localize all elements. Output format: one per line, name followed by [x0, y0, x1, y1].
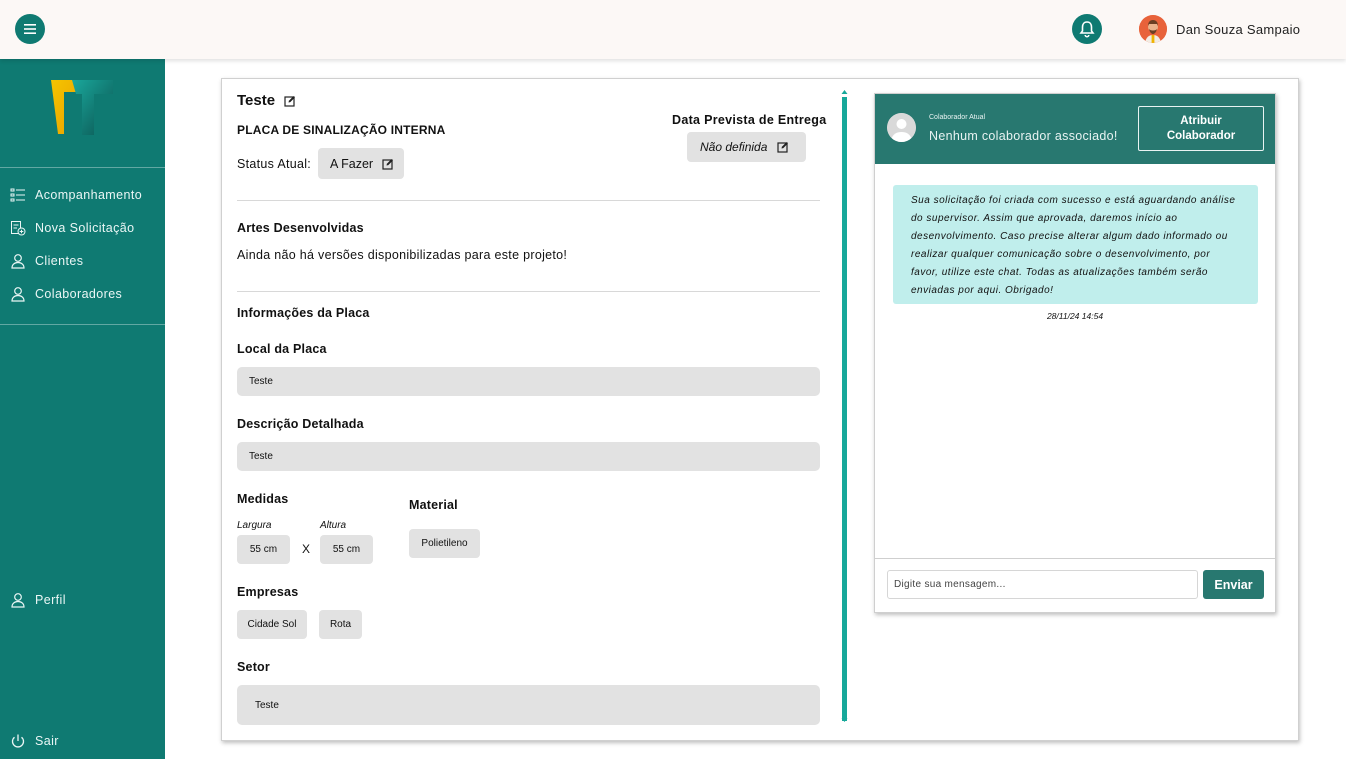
menu-icon [23, 23, 37, 35]
info-title: Informações da Placa [237, 306, 370, 320]
chat-header [875, 94, 1275, 164]
delivery-date-value: Não definida [700, 140, 768, 154]
sidebar-item-colaboradores[interactable] [10, 284, 122, 304]
local-field: Teste [237, 367, 820, 396]
largura-value: 55 cm [237, 535, 290, 564]
delivery-date-badge[interactable] [687, 132, 806, 162]
power-icon [10, 733, 26, 749]
chat-footer-divider [875, 558, 1275, 559]
project-card [221, 78, 1299, 741]
sidebar-item-sair[interactable] [10, 731, 59, 751]
menu-button[interactable] [15, 14, 45, 44]
local-title: Local da Placa [237, 342, 327, 356]
message-input[interactable] [887, 570, 1198, 599]
status-value: A Fazer [330, 156, 374, 171]
altura-value: 55 cm [320, 535, 373, 564]
send-button[interactable]: Enviar [1203, 570, 1264, 599]
sidebar [0, 59, 165, 759]
material-title: Material [409, 498, 458, 512]
sidebar-item-nova-solicitacao[interactable] [10, 218, 135, 238]
desc-title: Descrição Detalhada [237, 417, 364, 431]
divider [237, 200, 820, 201]
desc-field: Teste [237, 442, 820, 471]
material-value: Polietileno [409, 529, 480, 558]
altura-label: Altura [320, 520, 347, 531]
sidebar-item-label: Sair [35, 734, 59, 748]
divider [237, 291, 820, 292]
project-title-row [237, 92, 296, 109]
user-menu[interactable] [1139, 15, 1300, 43]
chat-message: Sua solicitação foi criada com sucesso e está aguardando análise do supervisor. Assim que aprovada, daremos início ao desenvolvimento. Caso precise alterar algum dado informado ou realizar qualquer comunicação sobre o desenvolvimento, por favor, utilize este chat. Todas as atualizações também serão enviadas por aqui. Obrigado! [893, 185, 1258, 304]
message-timestamp: 28/11/24 14:54 [1046, 311, 1104, 321]
empresa-chip: Cidade Sol [237, 610, 307, 639]
project-title: Teste [237, 92, 276, 109]
chat-panel [874, 93, 1276, 613]
new-request-icon [10, 220, 26, 236]
artes-title: Artes Desenvolvidas [237, 221, 364, 235]
artes-text: Ainda não há versões disponibilizadas para este projeto! [237, 248, 568, 262]
user-name: Dan Souza Sampaio [1176, 21, 1301, 37]
project-type: PLACA DE SINALIZAÇÃO INTERNA [237, 123, 446, 137]
sidebar-divider [0, 167, 165, 168]
setor-field: Teste [237, 685, 820, 725]
notifications-button[interactable] [1072, 14, 1102, 44]
logo [50, 77, 114, 137]
largura-label: Largura [237, 520, 272, 531]
scroll-up-icon[interactable] [841, 89, 848, 95]
sidebar-item-label: Clientes [35, 254, 84, 268]
collaborator-avatar [887, 113, 916, 142]
medidas-title: Medidas [237, 492, 289, 506]
status-label: Status Atual: [237, 157, 312, 171]
sidebar-item-clientes[interactable] [10, 251, 83, 271]
empresa-chip: Rota [319, 610, 362, 639]
sidebar-item-label: Perfil [35, 593, 66, 607]
collaborator-label: Colaborador Atual [929, 114, 986, 121]
empresas-title: Empresas [237, 585, 299, 599]
sidebar-item-perfil[interactable] [10, 590, 66, 610]
assign-collaborator-button[interactable]: Atribuir Colaborador [1138, 106, 1264, 151]
sidebar-item-label: Nova Solicitação [35, 221, 135, 235]
sidebar-divider [0, 324, 165, 325]
setor-title: Setor [237, 660, 270, 674]
times-sign: X [302, 542, 311, 556]
edit-icon [382, 158, 394, 170]
scroll-thumb[interactable] [842, 97, 847, 721]
user-icon [10, 286, 26, 302]
sidebar-item-acompanhamento[interactable] [10, 185, 142, 205]
scroll-down-icon[interactable] [841, 717, 848, 723]
bell-icon [1079, 20, 1095, 38]
user-icon [10, 253, 26, 269]
sidebar-item-label: Colaboradores [35, 287, 123, 301]
top-bar [0, 0, 1346, 59]
edit-icon[interactable] [284, 95, 296, 107]
user-avatar [1139, 15, 1167, 43]
user-icon [10, 592, 26, 608]
scrollbar[interactable] [841, 89, 848, 729]
collaborator-value: Nenhum colaborador associado! [929, 129, 1118, 143]
list-icon [10, 187, 26, 203]
sidebar-item-label: Acompanhamento [35, 188, 143, 202]
edit-icon [777, 141, 789, 153]
status-badge[interactable] [318, 148, 404, 179]
delivery-date-title: Data Prevista de Entrega [672, 113, 827, 127]
project-details[interactable] [222, 79, 842, 740]
